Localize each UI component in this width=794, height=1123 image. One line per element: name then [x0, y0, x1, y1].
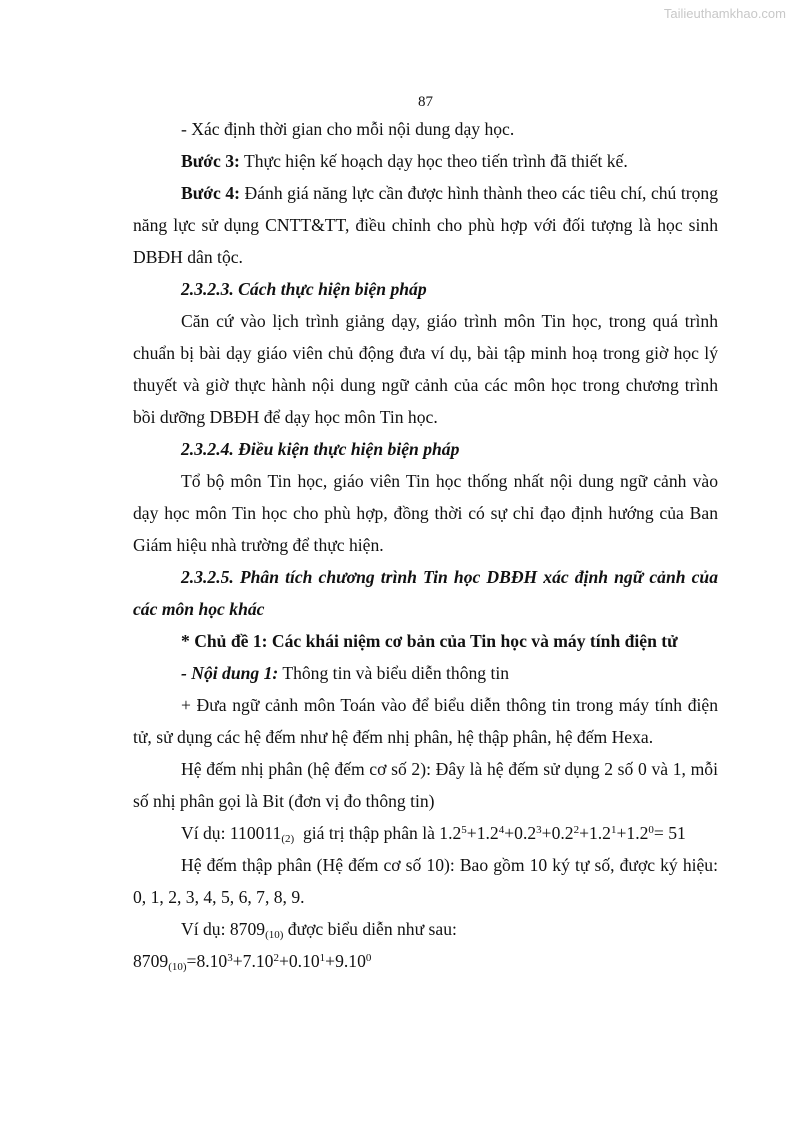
- step-3-label: Bước 3:: [181, 151, 240, 171]
- exponent: 3: [227, 952, 233, 964]
- content-1-text: Thông tin và biểu diễn thông tin: [278, 663, 510, 683]
- base-subscript: (2): [281, 833, 295, 845]
- example-decimal-number: Ví dụ: 8709: [181, 919, 266, 939]
- paragraph-content-1: [133, 657, 718, 689]
- exponent: 0: [365, 952, 372, 964]
- paragraph-time: - Xác định thời gian cho mỗi nội dung dạy học.: [181, 119, 515, 139]
- term: +0.10: [278, 951, 320, 971]
- example-binary: [133, 817, 718, 849]
- example-binary-number: Ví dụ: 110011: [181, 823, 282, 843]
- base-subscript: (10): [168, 961, 187, 973]
- exponent: 5: [461, 824, 467, 836]
- topic-1-heading: * Chủ đề 1: Các khái niệm cơ bản của Tin học và máy tính điện tử: [181, 631, 678, 651]
- term: +0.2: [504, 823, 537, 843]
- paragraph-decimal: Hệ đếm thập phân (Hệ đếm cơ số 10): Bao gồm 10 ký tự số, được ký hiệu: 0, 1, 2, 3, 4, 5, 6, 7, 8, 9.: [133, 855, 718, 907]
- exponent: 0: [648, 824, 654, 836]
- document-body: [133, 113, 718, 977]
- example-binary-text: giá trị thập phân là 1.2: [294, 823, 462, 843]
- term: +7.10: [232, 951, 274, 971]
- term: =8.10: [186, 951, 228, 971]
- step-3-text: Thực hiện kế hoạch dạy học theo tiến trình đã thiết kế.: [239, 151, 628, 171]
- exponent: 2: [273, 952, 279, 964]
- term: = 51: [653, 823, 686, 843]
- step-4-label: Bước 4:: [181, 183, 241, 203]
- term: 8709: [133, 951, 169, 971]
- paragraph-implementation: Căn cứ vào lịch trình giảng dạy, giáo trình môn Tin học, trong quá trình chuẩn bị bài dạy giáo viên chủ động đưa ví dụ, bài tập minh hoạ trong giờ học lý thuyết và giờ thực hành nội dung ngữ cảnh của các môn học trong chương trình bồi dưỡng DBĐH để dạy học môn Tin học.: [133, 311, 718, 427]
- exponent: 1: [610, 824, 617, 836]
- paragraph-conditions: Tổ bộ môn Tin học, giáo viên Tin học thống nhất nội dung ngữ cảnh vào dạy học môn Tin học cho phù hợp, đồng thời có sự chỉ đạo định hướng của Ban Giám hiệu nhà trường để thực hiện.: [133, 471, 718, 555]
- term: +0.2: [541, 823, 574, 843]
- term: +1.2: [466, 823, 499, 843]
- content-1-label: - Nội dung 1:: [181, 663, 279, 683]
- term: +1.2: [616, 823, 649, 843]
- heading-2-3-2-4: 2.3.2.4. Điều kiện thực hiện biện pháp: [181, 439, 460, 459]
- term: +9.10: [325, 951, 366, 971]
- paragraph-binary: Hệ đếm nhị phân (hệ đếm cơ số 2): Đây là hệ đếm sử dụng 2 số 0 và 1, mỗi số nhị phân gọi là Bit (đơn vị đo thông tin): [133, 759, 718, 811]
- heading-2-3-2-3: 2.3.2.3. Cách thực hiện biện pháp: [181, 279, 427, 299]
- term: +1.2: [579, 823, 611, 843]
- paragraph-math-context: + Đưa ngữ cảnh môn Toán vào để biểu diễn thông tin trong máy tính điện tử, sử dụng các hệ đếm như hệ đếm nhị phân, hệ thập phân, hệ đếm Hexa.: [133, 695, 718, 747]
- heading-2-3-2-5: 2.3.2.5. Phân tích chương trình Tin học DBĐH xác định ngữ cảnh của các môn học khác: [133, 567, 718, 619]
- exponent: 2: [573, 824, 580, 836]
- paragraph-step-3: [133, 145, 718, 177]
- paragraph-step-4: [133, 177, 718, 273]
- base-subscript: (10): [265, 929, 284, 941]
- watermark: Tailieuthamkhao.com: [663, 6, 786, 21]
- exponent: 3: [536, 824, 542, 836]
- example-decimal-text: được biểu diễn như sau:: [283, 919, 457, 939]
- exponent: 4: [498, 824, 505, 836]
- example-decimal: [133, 913, 718, 945]
- exponent: 1: [319, 952, 326, 964]
- page-number: 87: [418, 94, 433, 110]
- formula-decimal: [133, 945, 718, 977]
- step-4-text: Đánh giá năng lực cần được hình thành theo các tiêu chí, chú trọng năng lực sử dụng CNTT&TT, điều chỉnh cho phù hợp với đối tượng là học sinh DBĐH dân tộc.: [133, 183, 718, 267]
